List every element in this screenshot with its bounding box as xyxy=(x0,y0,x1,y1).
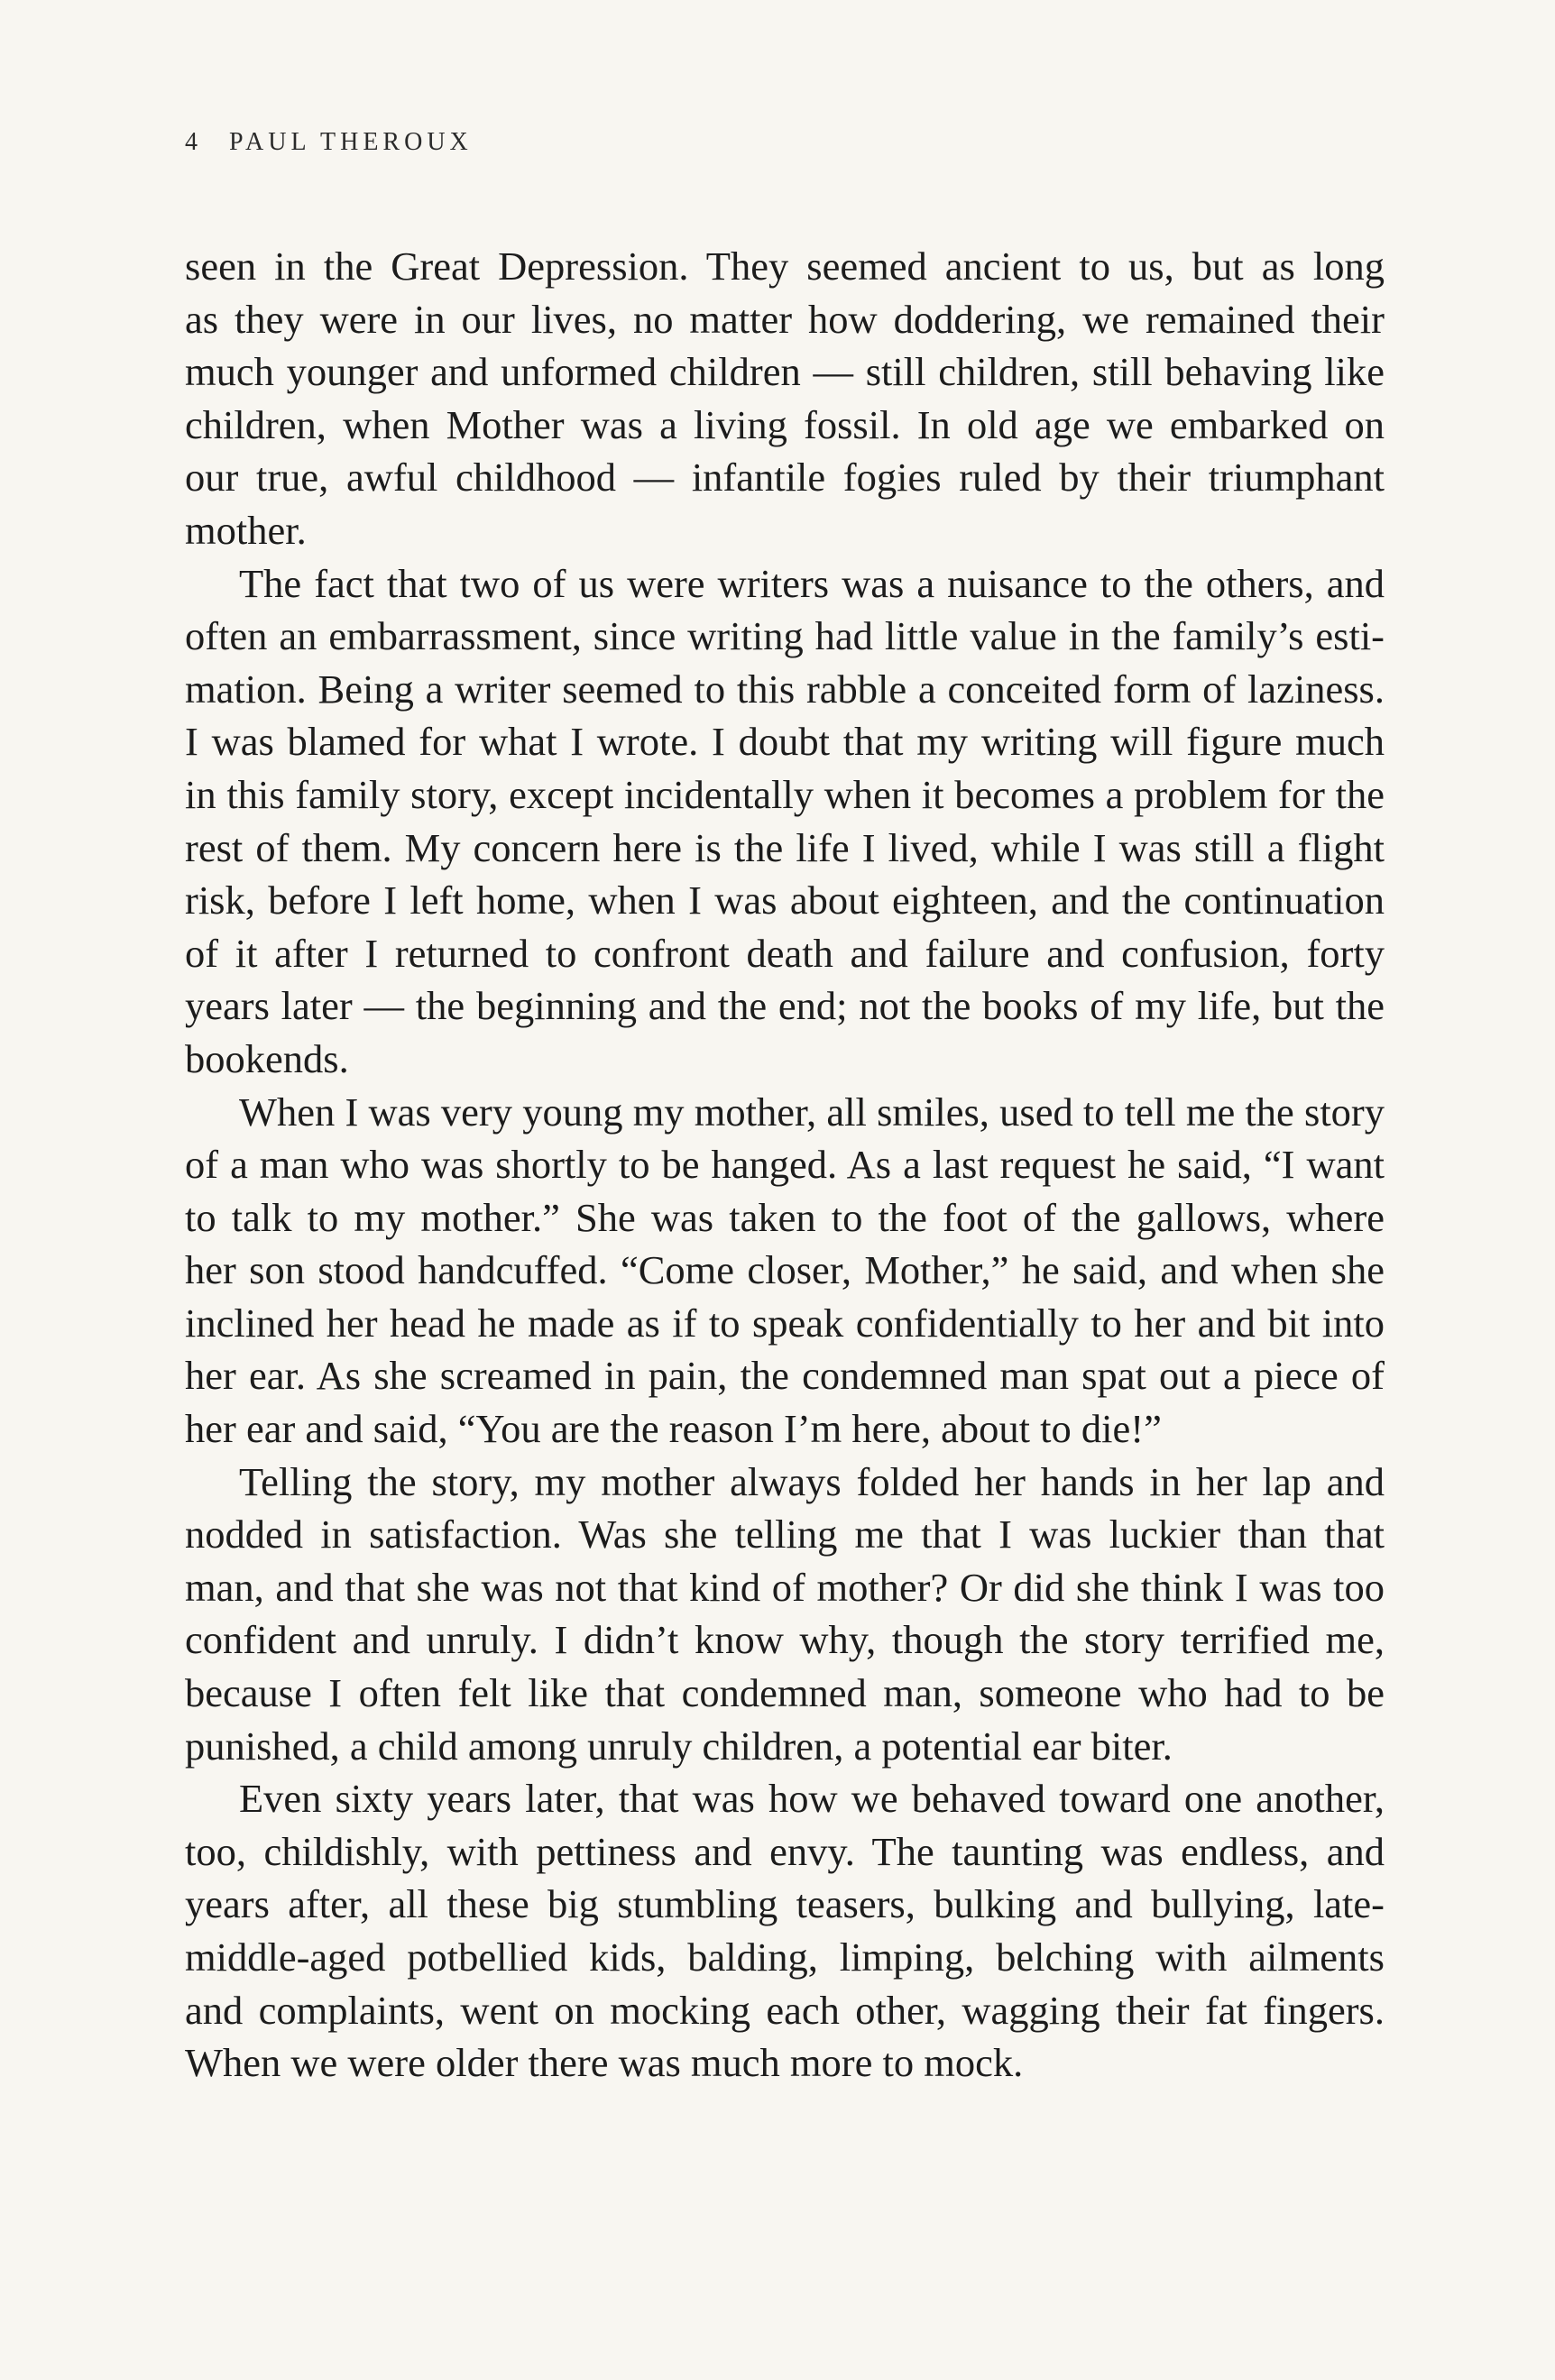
text-line: of it after I returned to confront death and failure and confusion, forty xyxy=(185,930,1385,976)
running-head xyxy=(185,128,473,157)
text-line: to talk to my mother.” She was taken to the foot of the gallows, where xyxy=(185,1194,1385,1240)
text-line: inclined her head he made as if to speak confidentially to her and bit into xyxy=(185,1300,1385,1346)
body-text xyxy=(185,240,1385,2090)
text-line: bookends. xyxy=(185,1035,349,1081)
text-line: punished, a child among unruly children, a potential ear biter. xyxy=(185,1723,1173,1769)
text-line: risk, before I left home, when I was about eighteen, and the continuation xyxy=(185,878,1385,924)
text-line: I was blamed for what I wrote. I doubt that my writing will figure much xyxy=(185,719,1385,765)
text-line: her ear. As she screamed in pain, the condemned man spat out a piece of xyxy=(185,1353,1385,1399)
text-line: and complaints, went on mocking each other, wagging their fat fingers. xyxy=(185,1987,1385,2033)
text-line: as they were in our lives, no matter how doddering, we remained their xyxy=(185,296,1385,342)
text-line: mation. Being a writer seemed to this rabble a conceited form of laziness. xyxy=(185,666,1385,712)
text-line: her son stood handcuffed. “Come closer, Mother,” he said, and when she xyxy=(185,1247,1385,1293)
text-line: too, childishly, with pettiness and envy. The taunting was endless, and xyxy=(185,1828,1385,1874)
text-line: The fact that two of us were writers was a nuisance to the others, and xyxy=(239,560,1385,606)
text-line: years later — the beginning and the end; not the books of my life, but the xyxy=(185,983,1385,1029)
text-line: confident and unruly. I didn’t know why, though the story terrified me, xyxy=(185,1617,1385,1663)
text-line: Telling the story, my mother always folded her hands in her lap and xyxy=(239,1458,1385,1504)
text-line: seen in the Great Depression. They seemed ancient to us, but as long xyxy=(185,244,1385,289)
text-line: years after, all these big stumbling teasers, bulking and bullying, late- xyxy=(185,1881,1385,1927)
text-line: Even sixty years later, that was how we behaved toward one another, xyxy=(239,1776,1385,1822)
text-line: of a man who was shortly to be hanged. As a last request he said, “I want xyxy=(185,1142,1385,1188)
text-line: rest of them. My concern here is the life I lived, while I was still a flight xyxy=(185,824,1385,870)
text-line: much younger and unformed children — still children, still behaving like xyxy=(185,349,1385,395)
text-line: nodded in satisfaction. Was she telling me that I was luckier than that xyxy=(185,1512,1385,1558)
text-line: children, when Mother was a living fossil. In old age we embarked on xyxy=(185,401,1385,447)
text-line: middle-aged potbellied kids, balding, limping, belching with ailments xyxy=(185,1934,1385,1980)
running-title: PAUL THEROUX xyxy=(229,128,473,156)
text-line: man, and that she was not that kind of mother? Or did she think I was too xyxy=(185,1564,1385,1610)
text-line: When we were older there was much more to mock. xyxy=(185,2040,1024,2086)
text-line: her ear and said, “You are the reason I’m here, about to die!” xyxy=(185,1406,1162,1452)
text-line: in this family story, except incidentally when it becomes a problem for the xyxy=(185,771,1385,817)
text-line: When I was very young my mother, all smiles, used to tell me the story xyxy=(239,1089,1385,1135)
text-line: our true, awful childhood — infantile fogies ruled by their triumphant xyxy=(185,455,1385,501)
text-line: mother. xyxy=(185,507,307,553)
text-line: often an embarrassment, since writing had little value in the family’s esti- xyxy=(185,613,1385,659)
page-number: 4 xyxy=(185,128,202,156)
text-line: because I often felt like that condemned man, someone who had to be xyxy=(185,1670,1385,1716)
